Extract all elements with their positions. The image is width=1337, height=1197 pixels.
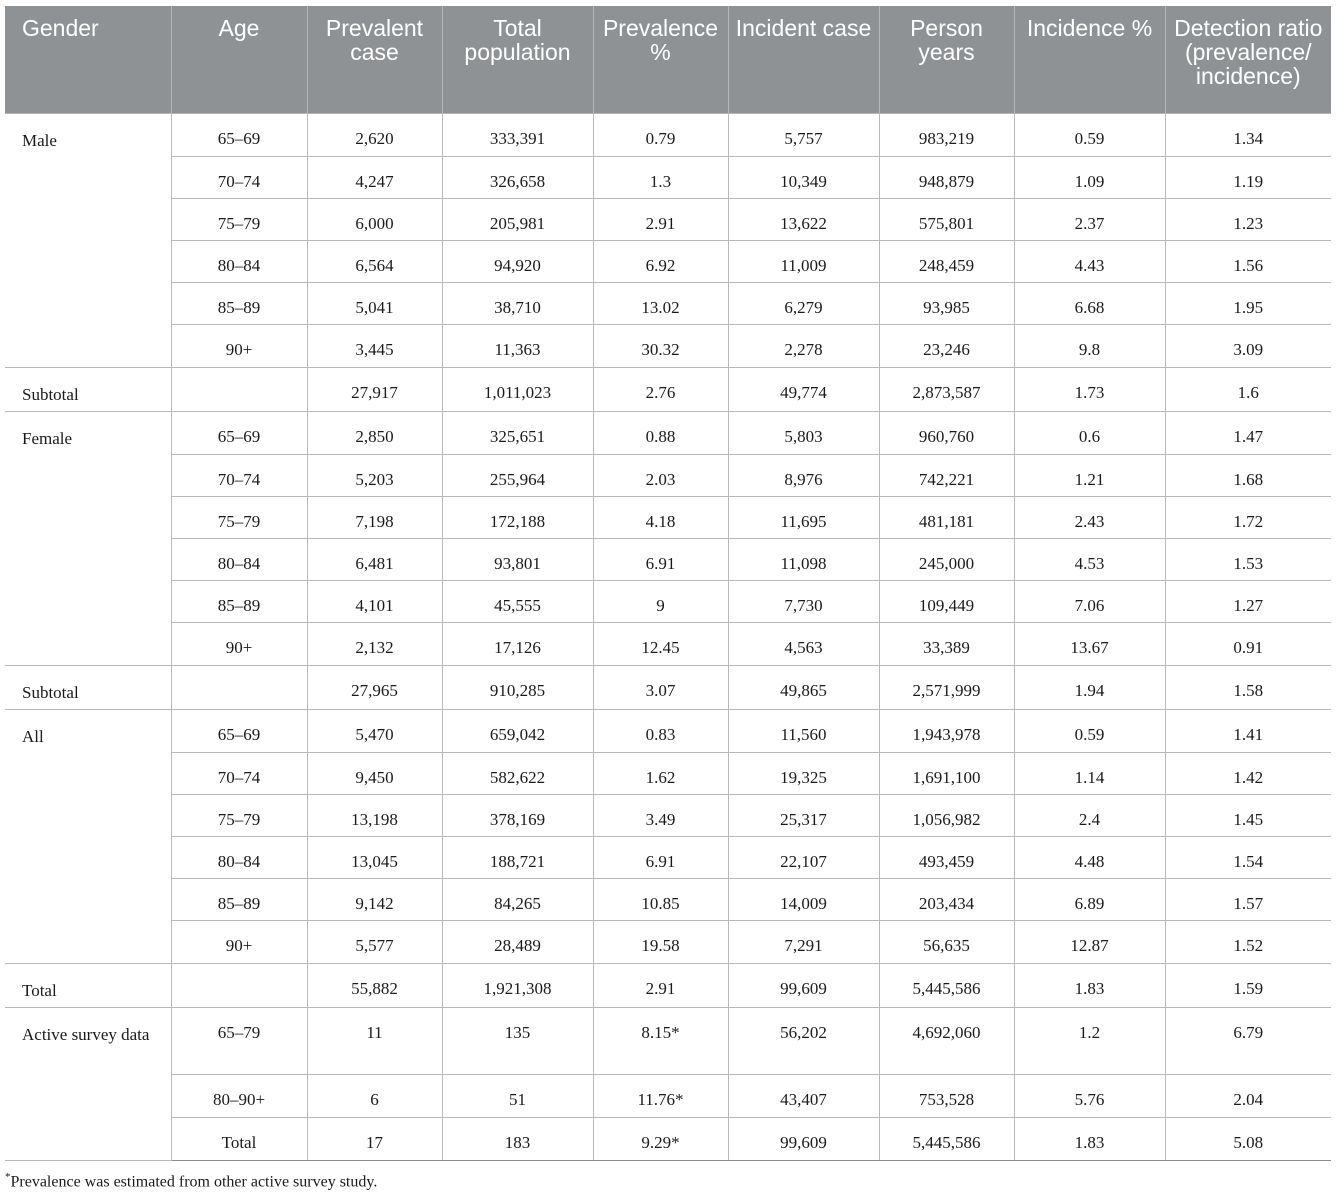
cell-person-years: 960,760 xyxy=(879,411,1014,454)
cell-total-population: 84,265 xyxy=(442,878,593,920)
group-label: Subtotal xyxy=(5,367,171,411)
cell-incident-case: 22,107 xyxy=(728,836,879,878)
cell-person-years: 1,691,100 xyxy=(879,752,1014,794)
cell-prevalence: 19.58 xyxy=(593,920,728,963)
header-person-years: Person years xyxy=(879,6,1014,113)
cell-age: 90+ xyxy=(171,622,307,665)
cell-prevalence: 30.32 xyxy=(593,324,728,367)
cell-incident-case: 4,563 xyxy=(728,622,879,665)
cell-total-population: 333,391 xyxy=(442,113,593,156)
cell-incidence: 1.14 xyxy=(1014,752,1165,794)
table-row xyxy=(5,156,1331,198)
cell-prevalent-case: 13,045 xyxy=(307,836,442,878)
header-prevalent-case: Prevalent case xyxy=(307,6,442,113)
group-label: Female xyxy=(5,411,171,665)
cell-detection-ratio: 1.58 xyxy=(1165,665,1331,709)
cell-age: 75–79 xyxy=(171,198,307,240)
cell-person-years: 245,000 xyxy=(879,538,1014,580)
cell-incident-case: 8,976 xyxy=(728,454,879,496)
group-label: Male xyxy=(5,113,171,367)
cell-incidence: 6.68 xyxy=(1014,282,1165,324)
cell-incidence: 4.48 xyxy=(1014,836,1165,878)
cell-prevalent-case: 27,965 xyxy=(307,665,442,709)
cell-detection-ratio: 1.6 xyxy=(1165,367,1331,411)
cell-total-population: 172,188 xyxy=(442,496,593,538)
cell-total-population: 38,710 xyxy=(442,282,593,324)
table-row xyxy=(5,496,1331,538)
cell-total-population: 51 xyxy=(442,1074,593,1117)
cell-detection-ratio: 1.57 xyxy=(1165,878,1331,920)
table-row xyxy=(5,454,1331,496)
table-row xyxy=(5,878,1331,920)
cell-person-years: 109,449 xyxy=(879,580,1014,622)
cell-detection-ratio: 1.72 xyxy=(1165,496,1331,538)
cell-detection-ratio: 1.53 xyxy=(1165,538,1331,580)
cell-age xyxy=(171,665,307,709)
cell-total-population: 188,721 xyxy=(442,836,593,878)
cell-person-years: 93,985 xyxy=(879,282,1014,324)
footnote-marker: * xyxy=(5,1171,11,1183)
cell-prevalent-case: 27,917 xyxy=(307,367,442,411)
cell-prevalence: 12.45 xyxy=(593,622,728,665)
cell-person-years: 983,219 xyxy=(879,113,1014,156)
cell-prevalence: 10.85 xyxy=(593,878,728,920)
cell-prevalence: 2.91 xyxy=(593,198,728,240)
cell-prevalence: 1.62 xyxy=(593,752,728,794)
cell-prevalence: 6.91 xyxy=(593,538,728,580)
cell-prevalence: 6.92 xyxy=(593,240,728,282)
cell-incidence: 9.8 xyxy=(1014,324,1165,367)
cell-prevalent-case: 6 xyxy=(307,1074,442,1117)
cell-total-population: 582,622 xyxy=(442,752,593,794)
cell-incidence: 1.83 xyxy=(1014,1117,1165,1160)
cell-detection-ratio: 1.23 xyxy=(1165,198,1331,240)
cell-person-years: 1,056,982 xyxy=(879,794,1014,836)
cell-age: 85–89 xyxy=(171,878,307,920)
cell-person-years: 575,801 xyxy=(879,198,1014,240)
cell-prevalent-case: 5,203 xyxy=(307,454,442,496)
cell-total-population: 205,981 xyxy=(442,198,593,240)
cell-person-years: 203,434 xyxy=(879,878,1014,920)
cell-prevalence: 9 xyxy=(593,580,728,622)
table-row xyxy=(5,240,1331,282)
cell-prevalence: 1.3 xyxy=(593,156,728,198)
cell-incidence: 2.4 xyxy=(1014,794,1165,836)
cell-person-years: 5,445,586 xyxy=(879,963,1014,1007)
cell-incidence: 4.43 xyxy=(1014,240,1165,282)
cell-total-population: 325,651 xyxy=(442,411,593,454)
cell-prevalent-case: 2,132 xyxy=(307,622,442,665)
table-row xyxy=(5,665,1331,709)
cell-detection-ratio: 1.54 xyxy=(1165,836,1331,878)
cell-prevalence: 6.91 xyxy=(593,836,728,878)
group-label: Subtotal xyxy=(5,665,171,709)
cell-incident-case: 25,317 xyxy=(728,794,879,836)
cell-incident-case: 49,774 xyxy=(728,367,879,411)
cell-incident-case: 99,609 xyxy=(728,1117,879,1160)
cell-incidence: 1.94 xyxy=(1014,665,1165,709)
cell-total-population: 378,169 xyxy=(442,794,593,836)
cell-prevalence: 3.49 xyxy=(593,794,728,836)
cell-detection-ratio: 3.09 xyxy=(1165,324,1331,367)
cell-detection-ratio: 1.41 xyxy=(1165,709,1331,752)
cell-prevalence: 0.79 xyxy=(593,113,728,156)
header-incidence: Incidence % xyxy=(1014,6,1165,113)
cell-prevalent-case: 11 xyxy=(307,1007,442,1074)
cell-detection-ratio: 1.27 xyxy=(1165,580,1331,622)
cell-prevalent-case: 5,577 xyxy=(307,920,442,963)
cell-age xyxy=(171,367,307,411)
cell-age: 90+ xyxy=(171,324,307,367)
cell-prevalent-case: 55,882 xyxy=(307,963,442,1007)
cell-prevalence: 13.02 xyxy=(593,282,728,324)
cell-prevalent-case: 6,564 xyxy=(307,240,442,282)
cell-incidence: 1.2 xyxy=(1014,1007,1165,1074)
data-table xyxy=(5,6,1331,1161)
cell-age: 85–89 xyxy=(171,580,307,622)
table-row xyxy=(5,324,1331,367)
cell-incidence: 12.87 xyxy=(1014,920,1165,963)
cell-prevalent-case: 5,041 xyxy=(307,282,442,324)
cell-person-years: 23,246 xyxy=(879,324,1014,367)
cell-total-population: 28,489 xyxy=(442,920,593,963)
cell-prevalent-case: 3,445 xyxy=(307,324,442,367)
cell-prevalent-case: 2,850 xyxy=(307,411,442,454)
table-row xyxy=(5,836,1331,878)
table-row xyxy=(5,963,1331,1007)
cell-age xyxy=(171,963,307,1007)
footnote-text: Prevalence was estimated from other active survey study. xyxy=(10,1173,378,1191)
cell-incidence: 2.37 xyxy=(1014,198,1165,240)
table-row xyxy=(5,622,1331,665)
table-row xyxy=(5,113,1331,156)
cell-detection-ratio: 1.95 xyxy=(1165,282,1331,324)
cell-person-years: 2,571,999 xyxy=(879,665,1014,709)
cell-detection-ratio: 1.47 xyxy=(1165,411,1331,454)
cell-age: 90+ xyxy=(171,920,307,963)
cell-prevalence: 2.91 xyxy=(593,963,728,1007)
cell-incidence: 1.73 xyxy=(1014,367,1165,411)
cell-age: 70–74 xyxy=(171,156,307,198)
cell-incident-case: 10,349 xyxy=(728,156,879,198)
cell-incident-case: 11,695 xyxy=(728,496,879,538)
cell-person-years: 5,445,586 xyxy=(879,1117,1014,1160)
table-body xyxy=(5,113,1331,1160)
cell-prevalent-case: 4,247 xyxy=(307,156,442,198)
cell-person-years: 481,181 xyxy=(879,496,1014,538)
cell-age: 80–90+ xyxy=(171,1074,307,1117)
cell-age: 65–69 xyxy=(171,411,307,454)
table-row xyxy=(5,1007,1331,1074)
cell-total-population: 1,921,308 xyxy=(442,963,593,1007)
cell-total-population: 659,042 xyxy=(442,709,593,752)
table-row xyxy=(5,198,1331,240)
cell-detection-ratio: 2.04 xyxy=(1165,1074,1331,1117)
cell-age: 85–89 xyxy=(171,282,307,324)
cell-prevalent-case: 17 xyxy=(307,1117,442,1160)
cell-person-years: 493,459 xyxy=(879,836,1014,878)
cell-prevalence: 4.18 xyxy=(593,496,728,538)
table-row xyxy=(5,580,1331,622)
cell-age: 75–79 xyxy=(171,496,307,538)
cell-prevalent-case: 7,198 xyxy=(307,496,442,538)
cell-age: 75–79 xyxy=(171,794,307,836)
cell-incidence: 4.53 xyxy=(1014,538,1165,580)
cell-prevalent-case: 2,620 xyxy=(307,113,442,156)
cell-incident-case: 14,009 xyxy=(728,878,879,920)
cell-detection-ratio: 0.91 xyxy=(1165,622,1331,665)
table-row xyxy=(5,1074,1331,1117)
cell-age: 80–84 xyxy=(171,240,307,282)
cell-detection-ratio: 1.19 xyxy=(1165,156,1331,198)
cell-total-population: 45,555 xyxy=(442,580,593,622)
cell-incident-case: 43,407 xyxy=(728,1074,879,1117)
header-incident-case: Incident case xyxy=(728,6,879,113)
cell-age: 65–69 xyxy=(171,113,307,156)
cell-person-years: 2,873,587 xyxy=(879,367,1014,411)
table-row xyxy=(5,1117,1331,1160)
cell-detection-ratio: 5.08 xyxy=(1165,1117,1331,1160)
cell-age: 80–84 xyxy=(171,836,307,878)
cell-total-population: 326,658 xyxy=(442,156,593,198)
cell-prevalence: 0.88 xyxy=(593,411,728,454)
table-row xyxy=(5,282,1331,324)
cell-prevalence: 9.29* xyxy=(593,1117,728,1160)
table-row xyxy=(5,411,1331,454)
cell-prevalent-case: 4,101 xyxy=(307,580,442,622)
cell-detection-ratio: 1.56 xyxy=(1165,240,1331,282)
cell-prevalence: 8.15* xyxy=(593,1007,728,1074)
cell-incident-case: 56,202 xyxy=(728,1007,879,1074)
table-row xyxy=(5,752,1331,794)
cell-detection-ratio: 1.45 xyxy=(1165,794,1331,836)
cell-incident-case: 7,291 xyxy=(728,920,879,963)
cell-incident-case: 99,609 xyxy=(728,963,879,1007)
cell-detection-ratio: 1.52 xyxy=(1165,920,1331,963)
cell-incidence: 5.76 xyxy=(1014,1074,1165,1117)
table-row xyxy=(5,538,1331,580)
table-row xyxy=(5,367,1331,411)
cell-detection-ratio: 1.42 xyxy=(1165,752,1331,794)
cell-incident-case: 49,865 xyxy=(728,665,879,709)
cell-detection-ratio: 6.79 xyxy=(1165,1007,1331,1074)
cell-detection-ratio: 1.68 xyxy=(1165,454,1331,496)
cell-incidence: 0.59 xyxy=(1014,113,1165,156)
cell-detection-ratio: 1.34 xyxy=(1165,113,1331,156)
cell-person-years: 4,692,060 xyxy=(879,1007,1014,1074)
cell-incidence: 13.67 xyxy=(1014,622,1165,665)
cell-incidence: 1.21 xyxy=(1014,454,1165,496)
cell-incident-case: 11,009 xyxy=(728,240,879,282)
cell-incidence: 6.89 xyxy=(1014,878,1165,920)
cell-age: 70–74 xyxy=(171,454,307,496)
cell-age: 65–69 xyxy=(171,709,307,752)
cell-person-years: 248,459 xyxy=(879,240,1014,282)
cell-person-years: 742,221 xyxy=(879,454,1014,496)
cell-prevalent-case: 6,000 xyxy=(307,198,442,240)
cell-total-population: 17,126 xyxy=(442,622,593,665)
cell-prevalent-case: 9,450 xyxy=(307,752,442,794)
cell-person-years: 56,635 xyxy=(879,920,1014,963)
cell-prevalent-case: 5,470 xyxy=(307,709,442,752)
cell-incident-case: 5,803 xyxy=(728,411,879,454)
cell-incidence: 1.09 xyxy=(1014,156,1165,198)
group-label: All xyxy=(5,709,171,963)
cell-incidence: 0.59 xyxy=(1014,709,1165,752)
table-row xyxy=(5,920,1331,963)
cell-incident-case: 19,325 xyxy=(728,752,879,794)
cell-age: 80–84 xyxy=(171,538,307,580)
cell-age: 65–79 xyxy=(171,1007,307,1074)
table-row xyxy=(5,794,1331,836)
cell-total-population: 910,285 xyxy=(442,665,593,709)
cell-total-population: 11,363 xyxy=(442,324,593,367)
cell-incident-case: 6,279 xyxy=(728,282,879,324)
cell-prevalent-case: 9,142 xyxy=(307,878,442,920)
cell-prevalence: 2.03 xyxy=(593,454,728,496)
cell-person-years: 1,943,978 xyxy=(879,709,1014,752)
cell-total-population: 183 xyxy=(442,1117,593,1160)
cell-total-population: 255,964 xyxy=(442,454,593,496)
cell-incident-case: 5,757 xyxy=(728,113,879,156)
cell-person-years: 753,528 xyxy=(879,1074,1014,1117)
footnote xyxy=(5,1171,377,1191)
cell-incident-case: 11,098 xyxy=(728,538,879,580)
table-row xyxy=(5,709,1331,752)
header-total-population: Total population xyxy=(442,6,593,113)
cell-prevalence: 2.76 xyxy=(593,367,728,411)
cell-incident-case: 2,278 xyxy=(728,324,879,367)
cell-prevalence: 3.07 xyxy=(593,665,728,709)
group-label: Total xyxy=(5,963,171,1007)
header-row xyxy=(5,6,1331,113)
cell-total-population: 135 xyxy=(442,1007,593,1074)
cell-prevalent-case: 13,198 xyxy=(307,794,442,836)
cell-age: 70–74 xyxy=(171,752,307,794)
cell-total-population: 1,011,023 xyxy=(442,367,593,411)
cell-prevalence: 11.76* xyxy=(593,1074,728,1117)
header-age: Age xyxy=(171,6,307,113)
cell-incident-case: 11,560 xyxy=(728,709,879,752)
header-prevalence: Prevalence % xyxy=(593,6,728,113)
cell-incidence: 0.6 xyxy=(1014,411,1165,454)
cell-person-years: 948,879 xyxy=(879,156,1014,198)
cell-incidence: 2.43 xyxy=(1014,496,1165,538)
cell-prevalent-case: 6,481 xyxy=(307,538,442,580)
cell-incident-case: 13,622 xyxy=(728,198,879,240)
cell-age: Total xyxy=(171,1117,307,1160)
cell-total-population: 93,801 xyxy=(442,538,593,580)
cell-incidence: 1.83 xyxy=(1014,963,1165,1007)
cell-incident-case: 7,730 xyxy=(728,580,879,622)
header-gender: Gender xyxy=(5,6,171,113)
group-label: Active survey data xyxy=(5,1007,171,1160)
cell-total-population: 94,920 xyxy=(442,240,593,282)
header-detection-ratio: Detection ratio (prevalence/ incidence) xyxy=(1165,6,1331,113)
cell-prevalence: 0.83 xyxy=(593,709,728,752)
cell-incidence: 7.06 xyxy=(1014,580,1165,622)
cell-detection-ratio: 1.59 xyxy=(1165,963,1331,1007)
cell-person-years: 33,389 xyxy=(879,622,1014,665)
